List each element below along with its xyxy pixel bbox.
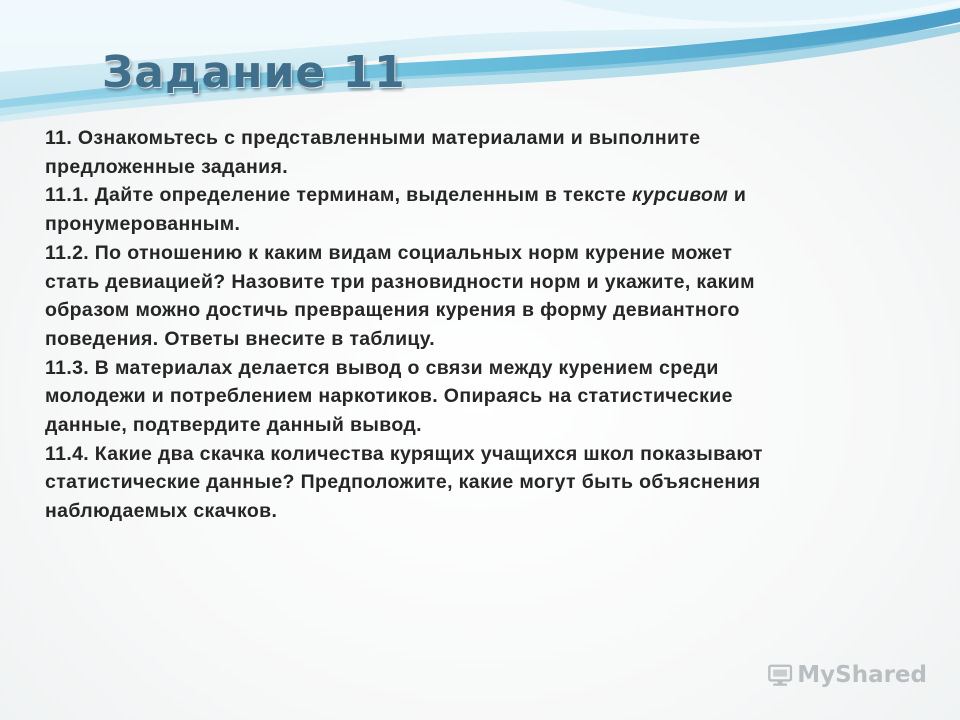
myshared-logo-icon (767, 659, 793, 691)
text-line: стать девиацией? Назовите три разновидности норм и укажите, каким (45, 270, 755, 293)
myshared-watermark[interactable] (767, 657, 927, 693)
text-line: поведения. Ответы внесите в таблицу. (45, 327, 435, 350)
italic-term: курсивом (632, 184, 729, 207)
text-line: молодежи и потреблением наркотиков. Опираясь на статистические (45, 385, 733, 408)
watermark-text: MyShared (797, 662, 927, 688)
text-line: 11.4. Какие два скачка количества курящих учащихся школ показывают (45, 442, 763, 465)
text-line: данные, подтвердите данный вывод. (45, 414, 422, 437)
text-line: статистические данные? Предположите, какие могут быть объяснения (45, 471, 761, 494)
text-line: 11. Ознакомьтесь с представленными материалами и выполните (45, 127, 701, 149)
text-line: 11.2. По отношению к каким видам социальных норм курение может (45, 241, 733, 264)
task-text (45, 124, 925, 526)
text-segment: 11.1. Дайте определение терминам, выделенным в тексте (45, 184, 633, 207)
text-line (45, 181, 925, 210)
text-line: наблюдаемых скачков. (45, 500, 278, 523)
text-line: пронумерованным. (45, 213, 241, 236)
text-line: образом можно достичь превращения курения в форму девиантного (45, 299, 740, 322)
text-line: 11.3. В материалах делается вывод о связи между курением среди (45, 356, 719, 379)
text-segment: и (728, 184, 747, 207)
text-line: предложенные задания. (45, 155, 288, 178)
slide-title: Задание 11 (102, 47, 406, 98)
